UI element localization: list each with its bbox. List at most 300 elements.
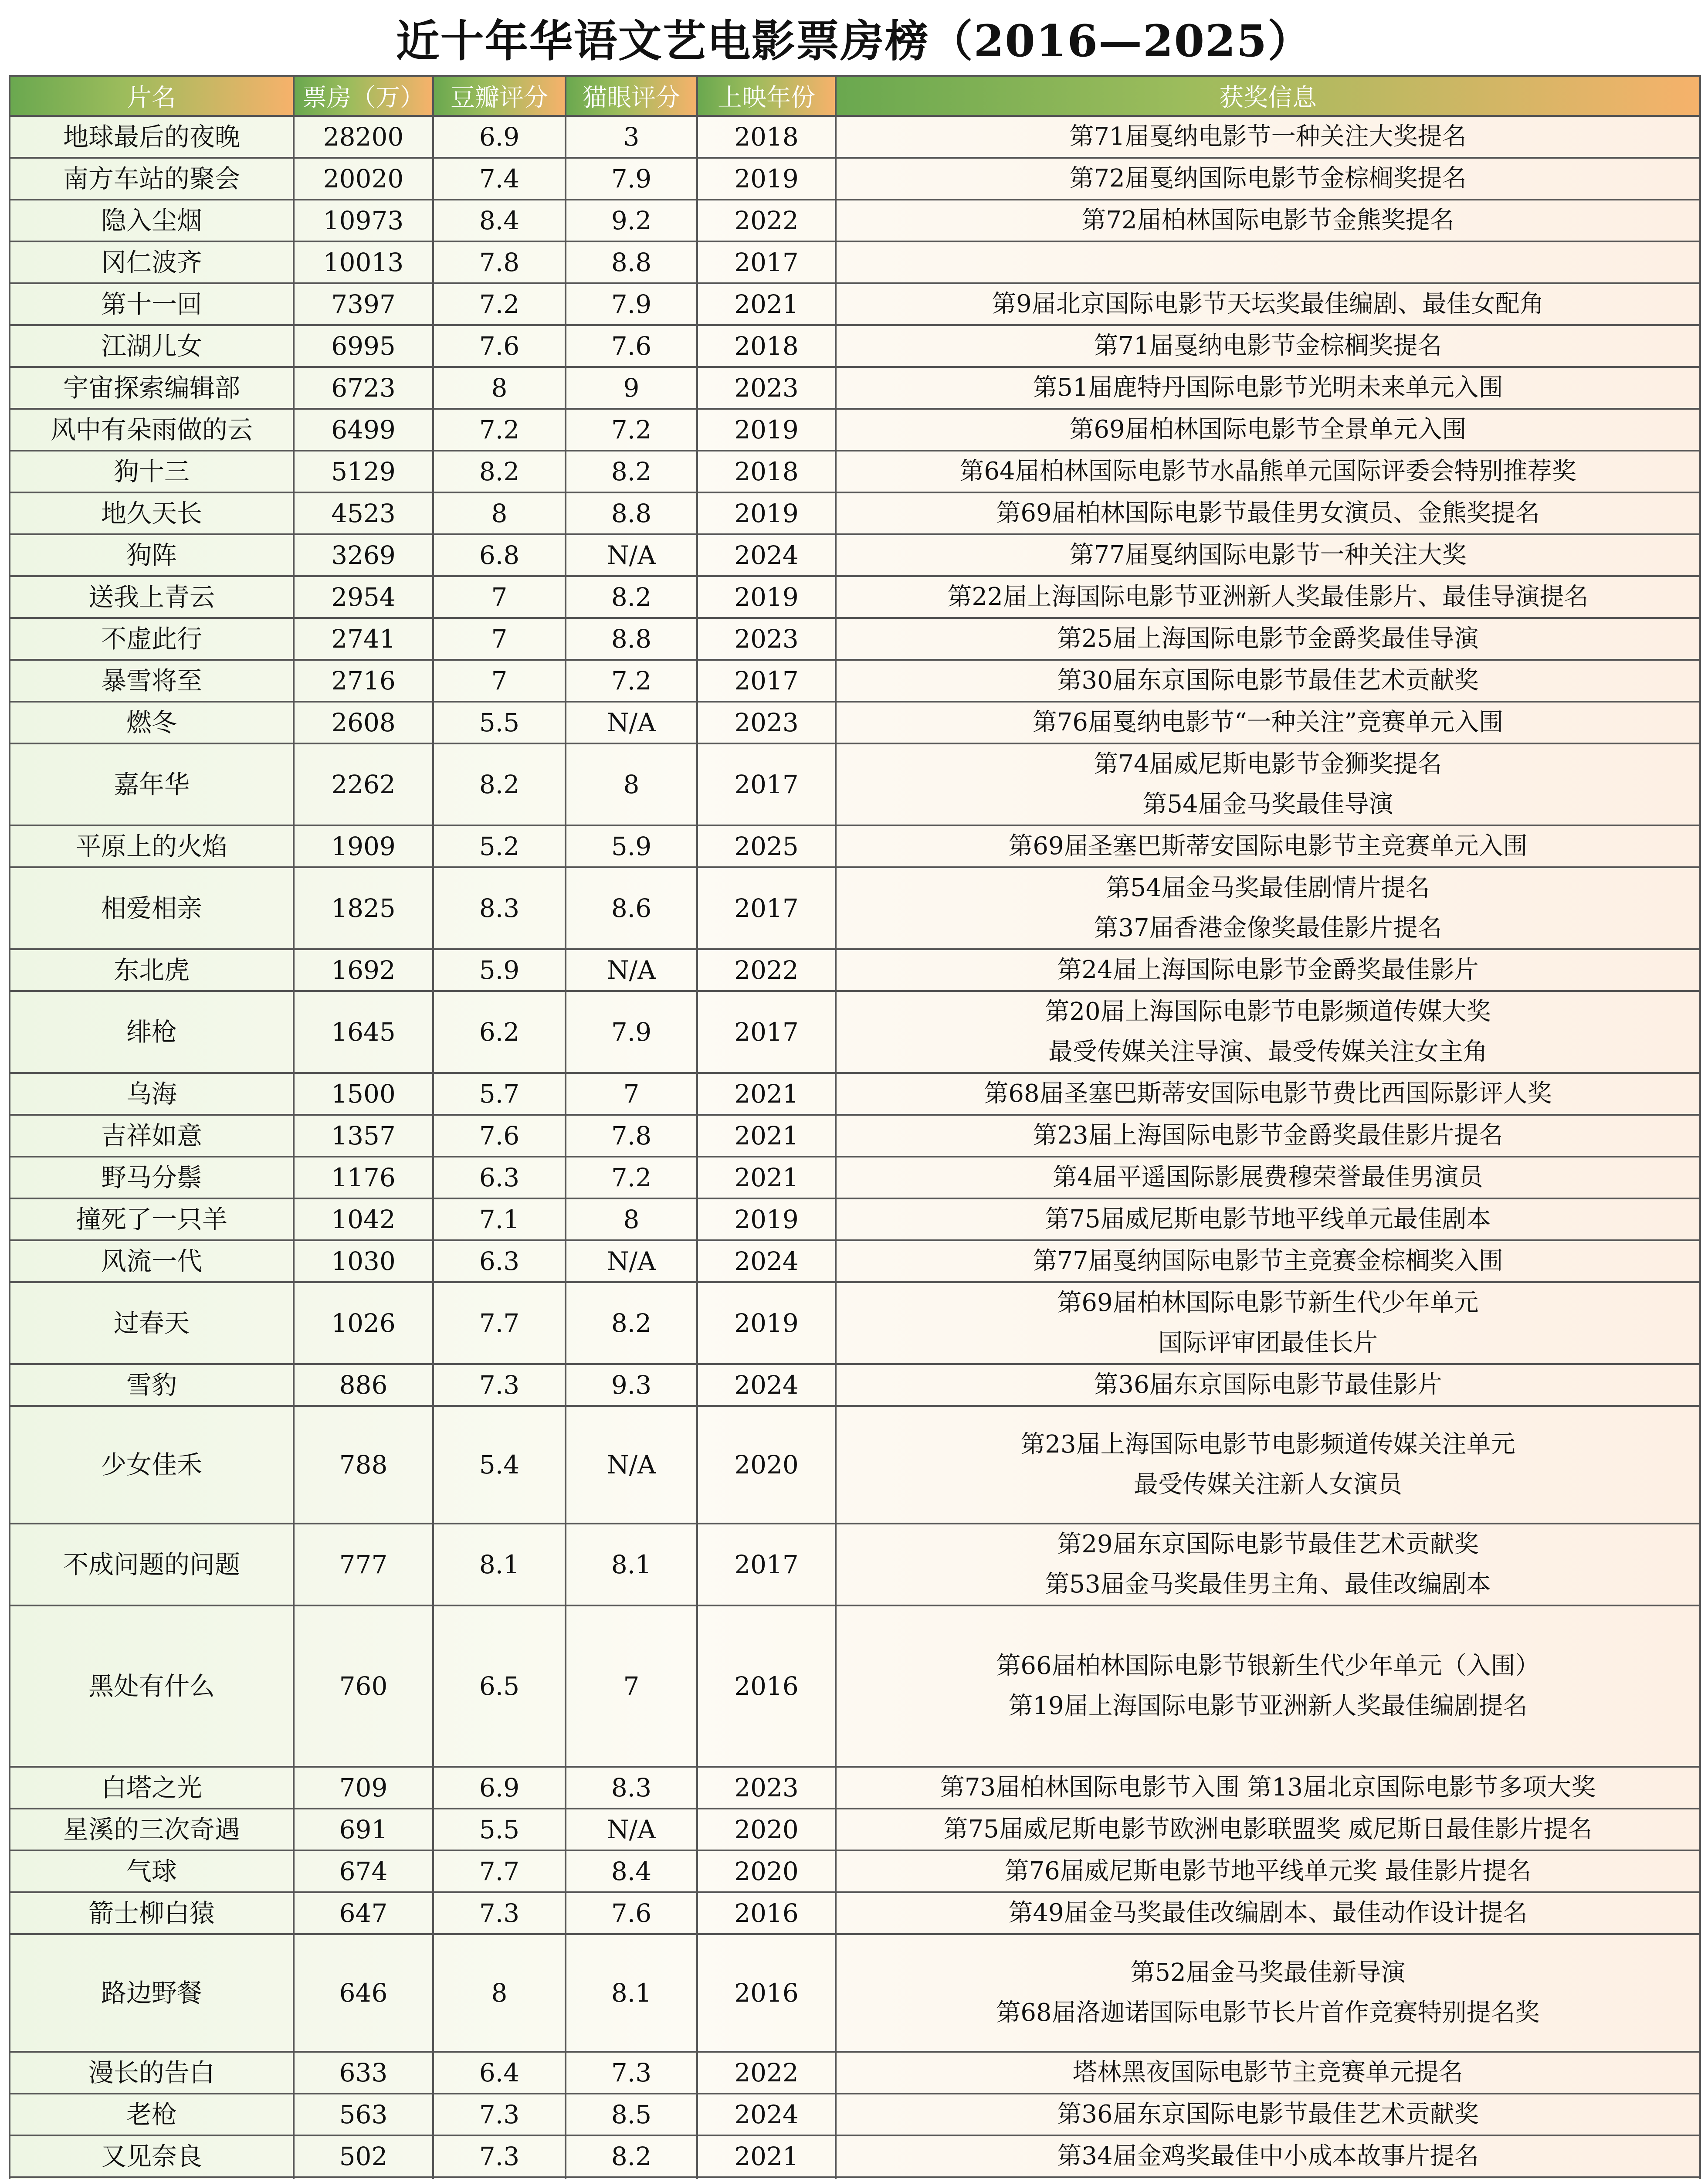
release-year-cell: 2023 — [697, 1767, 836, 1809]
release-year-cell: 2019 — [697, 1282, 836, 1364]
awards-cell — [836, 283, 1700, 325]
award-line: 第9届北京国际电影节天坛奖最佳编剧、最佳女配角 — [992, 290, 1544, 318]
award-line: 第71届戛纳电影节一种关注大奖提名 — [1069, 122, 1467, 151]
box-office-cell: 1500 — [294, 1073, 433, 1115]
awards-cell — [836, 743, 1700, 825]
release-year-cell: 2021 — [697, 283, 836, 325]
douban-score-cell: 6.2 — [433, 991, 566, 1073]
douban-score-cell: 6.4 — [433, 2052, 566, 2094]
release-year-cell — [697, 2177, 836, 2179]
box-office-cell: 2741 — [294, 618, 433, 660]
maoyan-score-cell: 7 — [566, 1073, 697, 1115]
maoyan-score-cell: 8.2 — [566, 1282, 697, 1364]
douban-score-cell: 7.6 — [433, 1115, 566, 1157]
box-office-cell: 7397 — [294, 283, 433, 325]
awards-cell — [836, 116, 1700, 158]
film-name-cell: 撞死了一只羊 — [10, 1198, 294, 1240]
box-office-cell: 691 — [294, 1809, 433, 1850]
film-name-cell: 第十一回 — [10, 283, 294, 325]
award-line: 第69届柏林国际电影节最佳男女演员、金熊奖提名 — [996, 499, 1540, 527]
release-year-cell: 2020 — [697, 1809, 836, 1850]
award-line: 第23届上海国际电影节电影频道传媒关注单元 — [1020, 1430, 1515, 1459]
table-row — [10, 1282, 1700, 1364]
box-office-cell: 633 — [294, 2052, 433, 2094]
award-line: 第54届金马奖最佳剧情片提名 — [1106, 874, 1430, 902]
douban-score-cell: 6.3 — [433, 1240, 566, 1282]
table-row — [10, 325, 1700, 367]
table-row — [10, 1892, 1700, 1934]
release-year-cell: 2024 — [697, 534, 836, 576]
table-header — [10, 76, 1700, 116]
film-name-cell: 又见奈良 — [10, 2135, 294, 2177]
maoyan-score-cell: 7.9 — [566, 283, 697, 325]
maoyan-score-cell: 7.3 — [566, 2052, 697, 2094]
douban-score-cell: 8.3 — [433, 867, 566, 949]
awards-cell — [836, 1157, 1700, 1198]
table-row — [10, 283, 1700, 325]
douban-score-cell: 6.9 — [433, 116, 566, 158]
award-line: 第19届上海国际电影节亚洲新人奖最佳编剧提名 — [1008, 1692, 1528, 1720]
douban-score-cell: 7 — [433, 618, 566, 660]
awards-cell — [836, 1524, 1700, 1605]
film-name-cell: 相爱相亲 — [10, 867, 294, 949]
release-year-cell: 2017 — [697, 1524, 836, 1605]
maoyan-score-cell: 8.8 — [566, 618, 697, 660]
award-line: 第36届东京国际电影节最佳影片 — [1094, 1371, 1442, 1399]
awards-cell — [836, 576, 1700, 618]
box-office-cell: 3269 — [294, 534, 433, 576]
award-line: 第54届金马奖最佳导演 — [1142, 790, 1393, 818]
award-line: 第71届戛纳电影节金棕榈奖提名 — [1094, 332, 1442, 360]
film-name-cell: 吉祥如意 — [10, 1115, 294, 1157]
table-row — [10, 1809, 1700, 1850]
award-line: 第72届戛纳国际电影节金棕榈奖提名 — [1069, 164, 1467, 193]
awards-cell — [836, 1850, 1700, 1892]
award-line: 最受传媒关注导演、最受传媒关注女主角 — [1048, 1038, 1488, 1066]
release-year-cell: 2024 — [697, 1364, 836, 1406]
douban-score-cell: 8 — [433, 492, 566, 534]
table-row — [10, 1934, 1700, 2052]
awards-cell — [836, 949, 1700, 991]
award-line: 第20届上海国际电影节电影频道传媒大奖 — [1045, 998, 1491, 1026]
award-line: 第64届柏林国际电影节水晶熊单元国际评委会特别推荐奖 — [959, 457, 1576, 485]
maoyan-score-cell: 8.5 — [566, 2094, 697, 2135]
douban-score-cell: 5.5 — [433, 1809, 566, 1850]
box-office-cell: 1357 — [294, 1115, 433, 1157]
header-film-name: 片名 — [10, 76, 294, 116]
douban-score-cell: 6.5 — [433, 1605, 566, 1767]
award-line: 第73届柏林国际电影节入围 第13届北京国际电影节多项大奖 — [940, 1773, 1596, 1802]
award-line: 第49届金马奖最佳改编剧本、最佳动作设计提名 — [1008, 1899, 1528, 1927]
box-office-cell: 1692 — [294, 949, 433, 991]
release-year-cell: 2019 — [697, 409, 836, 451]
maoyan-score-cell: 8.3 — [566, 1767, 697, 1809]
film-name-cell: 绯枪 — [10, 991, 294, 1073]
maoyan-score-cell — [566, 2177, 697, 2179]
maoyan-score-cell: 9.3 — [566, 1364, 697, 1406]
award-line: 第74届威尼斯电影节金狮奖提名 — [1094, 750, 1442, 778]
maoyan-score-cell: N/A — [566, 949, 697, 991]
awards-cell — [836, 451, 1700, 492]
awards-cell — [836, 1406, 1700, 1524]
box-office-cell — [294, 2177, 433, 2179]
maoyan-score-cell: 8.2 — [566, 576, 697, 618]
douban-score-cell: 6.9 — [433, 1767, 566, 1809]
box-office-cell: 10013 — [294, 241, 433, 283]
maoyan-score-cell: 8.1 — [566, 1524, 697, 1605]
release-year-cell: 2021 — [697, 1157, 836, 1198]
maoyan-score-cell: N/A — [566, 1240, 697, 1282]
film-name-cell: 嘉年华 — [10, 743, 294, 825]
release-year-cell: 2025 — [697, 825, 836, 867]
header-awards: 获奖信息 — [836, 76, 1700, 116]
film-name-cell: 狗阵 — [10, 534, 294, 576]
award-line: 第34届金鸡奖最佳中小成本故事片提名 — [1057, 2142, 1479, 2170]
release-year-cell: 2021 — [697, 1115, 836, 1157]
douban-score-cell: 7.4 — [433, 158, 566, 200]
box-office-cell: 5129 — [294, 451, 433, 492]
douban-score-cell: 7 — [433, 660, 566, 702]
release-year-cell: 2021 — [697, 1073, 836, 1115]
table-row — [10, 660, 1700, 702]
box-office-cell: 6995 — [294, 325, 433, 367]
table-row — [10, 1605, 1700, 1767]
box-office-cell: 2608 — [294, 702, 433, 743]
film-name-cell: 气球 — [10, 1850, 294, 1892]
maoyan-score-cell: 9 — [566, 367, 697, 409]
film-name-cell: 宇宙探索编辑部 — [10, 367, 294, 409]
box-office-cell: 1645 — [294, 991, 433, 1073]
film-name-cell: 平原上的火焰 — [10, 825, 294, 867]
release-year-cell: 2018 — [697, 116, 836, 158]
awards-cell — [836, 1767, 1700, 1809]
page-title: 近十年华语文艺电影票房榜（2016—2025） — [396, 15, 1312, 67]
table-row — [10, 1406, 1700, 1524]
release-year-cell: 2024 — [697, 2094, 836, 2135]
table-row — [10, 1198, 1700, 1240]
table-row — [10, 2094, 1700, 2135]
award-line: 第23届上海国际电影节金爵奖最佳影片提名 — [1033, 1121, 1503, 1150]
box-office-cell: 760 — [294, 1605, 433, 1767]
douban-score-cell: 8.2 — [433, 743, 566, 825]
douban-score-cell: 7.3 — [433, 2094, 566, 2135]
maoyan-score-cell: 7.2 — [566, 660, 697, 702]
table-row — [10, 451, 1700, 492]
box-office-cell: 1176 — [294, 1157, 433, 1198]
release-year-cell: 2019 — [697, 1198, 836, 1240]
table-row — [10, 1364, 1700, 1406]
awards-cell — [836, 2052, 1700, 2094]
film-name-cell: 野马分鬃 — [10, 1157, 294, 1198]
table-row — [10, 409, 1700, 451]
award-line: 第69届柏林国际电影节全景单元入围 — [1069, 415, 1467, 444]
table-row — [10, 991, 1700, 1073]
award-line: 第76届威尼斯电影节地平线单元奖 最佳影片提名 — [1004, 1857, 1532, 1885]
awards-cell — [836, 1240, 1700, 1282]
box-office-cell: 647 — [294, 1892, 433, 1934]
award-line: 第51届鹿特丹国际电影节光明未来单元入围 — [1033, 373, 1503, 402]
awards-cell — [836, 409, 1700, 451]
film-name-cell — [10, 2177, 294, 2179]
maoyan-score-cell: 9.2 — [566, 200, 697, 241]
box-office-cell: 709 — [294, 1767, 433, 1809]
table-body — [10, 116, 1700, 2179]
release-year-cell: 2016 — [697, 1605, 836, 1767]
header-box-office: 票房（万） — [294, 76, 433, 116]
douban-score-cell: 7.3 — [433, 2135, 566, 2177]
table-row — [10, 618, 1700, 660]
table-row — [10, 576, 1700, 618]
header-douban-score: 豆瓣评分 — [433, 76, 566, 116]
award-line: 第4届平遥国际影展费穆荣誉最佳男演员 — [1053, 1163, 1483, 1191]
box-office-cell: 6723 — [294, 367, 433, 409]
award-line: 第30届东京国际电影节最佳艺术贡献奖 — [1057, 666, 1479, 695]
douban-score-cell: 6.3 — [433, 1157, 566, 1198]
award-line: 第25届上海国际电影节金爵奖最佳导演 — [1057, 625, 1479, 653]
release-year-cell: 2017 — [697, 867, 836, 949]
awards-cell — [836, 158, 1700, 200]
film-name-cell: 风中有朵雨做的云 — [10, 409, 294, 451]
table-row — [10, 1115, 1700, 1157]
box-office-cell: 4523 — [294, 492, 433, 534]
header-maoyan-score: 猫眼评分 — [566, 76, 697, 116]
table-row — [10, 200, 1700, 241]
douban-score-cell: 7.7 — [433, 1282, 566, 1364]
film-name-cell: 隐入尘烟 — [10, 200, 294, 241]
maoyan-score-cell: 7.6 — [566, 325, 697, 367]
table-row — [10, 1524, 1700, 1605]
awards-cell — [836, 1282, 1700, 1364]
release-year-cell: 2023 — [697, 618, 836, 660]
maoyan-score-cell: 5.9 — [566, 825, 697, 867]
maoyan-score-cell: 8.8 — [566, 241, 697, 283]
film-name-cell: 少女佳禾 — [10, 1406, 294, 1524]
awards-cell — [836, 660, 1700, 702]
release-year-cell: 2022 — [697, 2052, 836, 2094]
maoyan-score-cell: 7 — [566, 1605, 697, 1767]
awards-cell — [836, 1073, 1700, 1115]
award-line: 最受传媒关注新人女演员 — [1134, 1470, 1402, 1499]
maoyan-score-cell: 8.2 — [566, 451, 697, 492]
awards-cell — [836, 1809, 1700, 1850]
table-row — [10, 743, 1700, 825]
award-line: 第22届上海国际电影节亚洲新人奖最佳影片、最佳导演提名 — [947, 583, 1589, 611]
release-year-cell: 2023 — [697, 702, 836, 743]
award-line: 第37届香港金像奖最佳影片提名 — [1094, 914, 1442, 942]
douban-score-cell: 5.7 — [433, 1073, 566, 1115]
release-year-cell: 2017 — [697, 241, 836, 283]
film-name-cell: 白塔之光 — [10, 1767, 294, 1809]
table-row — [10, 1157, 1700, 1198]
douban-score-cell: 6.8 — [433, 534, 566, 576]
box-office-cell: 502 — [294, 2135, 433, 2177]
release-year-cell: 2017 — [697, 743, 836, 825]
maoyan-score-cell: 8.6 — [566, 867, 697, 949]
box-office-cell: 2716 — [294, 660, 433, 702]
film-name-cell: 燃冬 — [10, 702, 294, 743]
film-name-cell: 东北虎 — [10, 949, 294, 991]
film-name-cell: 不虚此行 — [10, 618, 294, 660]
douban-score-cell: 5.4 — [433, 1406, 566, 1524]
maoyan-score-cell: N/A — [566, 1406, 697, 1524]
table-row — [10, 1073, 1700, 1115]
box-office-cell: 1825 — [294, 867, 433, 949]
douban-score-cell: 7.3 — [433, 1892, 566, 1934]
douban-score-cell: 5.2 — [433, 825, 566, 867]
box-office-cell: 1026 — [294, 1282, 433, 1364]
box-office-cell: 646 — [294, 1934, 433, 2052]
awards-cell — [836, 2177, 1700, 2179]
box-office-cell: 2954 — [294, 576, 433, 618]
award-line: 第69届圣塞巴斯蒂安国际电影节主竞赛单元入围 — [1008, 832, 1528, 860]
release-year-cell: 2020 — [697, 1406, 836, 1524]
release-year-cell: 2024 — [697, 1240, 836, 1282]
awards-cell — [836, 2135, 1700, 2177]
maoyan-score-cell: 8.4 — [566, 1850, 697, 1892]
film-name-cell: 老枪 — [10, 2094, 294, 2135]
douban-score-cell: 7.2 — [433, 283, 566, 325]
awards-cell — [836, 1892, 1700, 1934]
box-office-cell: 20020 — [294, 158, 433, 200]
maoyan-score-cell: 7.2 — [566, 1157, 697, 1198]
box-office-cell: 28200 — [294, 116, 433, 158]
douban-score-cell: 8.4 — [433, 200, 566, 241]
awards-cell — [836, 867, 1700, 949]
award-line: 第29届东京国际电影节最佳艺术贡献奖 — [1057, 1530, 1479, 1558]
maoyan-score-cell: N/A — [566, 534, 697, 576]
award-line: 第72届柏林国际电影节金熊奖提名 — [1081, 206, 1454, 234]
maoyan-score-cell: 8 — [566, 743, 697, 825]
film-name-cell: 星溪的三次奇遇 — [10, 1809, 294, 1850]
release-year-cell: 2016 — [697, 1934, 836, 2052]
awards-cell — [836, 241, 1700, 283]
award-line: 第52届金马奖最佳新导演 — [1130, 1958, 1406, 1987]
maoyan-score-cell: N/A — [566, 702, 697, 743]
awards-cell — [836, 1364, 1700, 1406]
release-year-cell: 2016 — [697, 1892, 836, 1934]
award-line: 塔林黑夜国际电影节主竞赛单元提名 — [1073, 2058, 1463, 2087]
box-office-cell: 788 — [294, 1406, 433, 1524]
release-year-cell: 2017 — [697, 991, 836, 1073]
awards-cell — [836, 1115, 1700, 1157]
douban-score-cell: 8.1 — [433, 1524, 566, 1605]
douban-score-cell: 8 — [433, 1934, 566, 2052]
douban-score-cell: 7.6 — [433, 325, 566, 367]
douban-score-cell: 7.8 — [433, 241, 566, 283]
box-office-cell: 674 — [294, 1850, 433, 1892]
release-year-cell: 2017 — [697, 660, 836, 702]
award-line: 第53届金马奖最佳男主角、最佳改编剧本 — [1045, 1570, 1491, 1599]
release-year-cell: 2021 — [697, 2135, 836, 2177]
release-year-cell: 2022 — [697, 949, 836, 991]
awards-cell — [836, 702, 1700, 743]
box-office-cell: 777 — [294, 1524, 433, 1605]
award-line: 第75届威尼斯电影节地平线单元最佳剧本 — [1045, 1205, 1491, 1233]
table-row — [10, 867, 1700, 949]
film-name-cell: 雪豹 — [10, 1364, 294, 1406]
award-line: 第68届圣塞巴斯蒂安国际电影节费比西国际影评人奖 — [984, 1079, 1552, 1108]
awards-cell — [836, 200, 1700, 241]
table-row — [10, 241, 1700, 283]
awards-cell — [836, 325, 1700, 367]
douban-score-cell: 7.1 — [433, 1198, 566, 1240]
film-name-cell: 送我上青云 — [10, 576, 294, 618]
douban-score-cell: 5.9 — [433, 949, 566, 991]
table-row — [10, 2052, 1700, 2094]
awards-cell — [836, 1198, 1700, 1240]
film-name-cell: 黑处有什么 — [10, 1605, 294, 1767]
film-name-cell: 漫长的告白 — [10, 2052, 294, 2094]
maoyan-score-cell: 7.9 — [566, 991, 697, 1073]
release-year-cell: 2018 — [697, 451, 836, 492]
table-row — [10, 1767, 1700, 1809]
douban-score-cell — [433, 2177, 566, 2179]
table-row — [10, 534, 1700, 576]
film-name-cell: 南方车站的聚会 — [10, 158, 294, 200]
maoyan-score-cell: 8 — [566, 1198, 697, 1240]
douban-score-cell: 7.3 — [433, 1364, 566, 1406]
award-line: 第69届柏林国际电影节新生代少年单元 — [1057, 1289, 1479, 1317]
film-name-cell: 暴雪将至 — [10, 660, 294, 702]
table-row — [10, 1850, 1700, 1892]
maoyan-score-cell: 7.8 — [566, 1115, 697, 1157]
maoyan-score-cell: 3 — [566, 116, 697, 158]
award-line: 第77届戛纳国际电影节主竞赛金棕榈奖入围 — [1033, 1247, 1503, 1275]
table-row — [10, 158, 1700, 200]
release-year-cell: 2023 — [697, 367, 836, 409]
awards-cell — [836, 534, 1700, 576]
box-office-cell: 563 — [294, 2094, 433, 2135]
award-line: 第76届戛纳电影节“一种关注”竞赛单元入围 — [1032, 708, 1504, 737]
release-year-cell: 2019 — [697, 158, 836, 200]
douban-score-cell: 7 — [433, 576, 566, 618]
release-year-cell: 2019 — [697, 576, 836, 618]
award-line: 第77届戛纳国际电影节一种关注大奖 — [1069, 541, 1467, 569]
film-name-cell: 乌海 — [10, 1073, 294, 1115]
maoyan-score-cell: 7.6 — [566, 1892, 697, 1934]
header-release-year: 上映年份 — [697, 76, 836, 116]
film-name-cell: 不成问题的问题 — [10, 1524, 294, 1605]
release-year-cell: 2018 — [697, 325, 836, 367]
box-office-table — [9, 75, 1701, 2179]
table-row — [10, 702, 1700, 743]
film-name-cell: 江湖儿女 — [10, 325, 294, 367]
box-office-cell: 10973 — [294, 200, 433, 241]
box-office-cell: 1030 — [294, 1240, 433, 1282]
maoyan-score-cell: 7.9 — [566, 158, 697, 200]
film-name-cell: 风流一代 — [10, 1240, 294, 1282]
douban-score-cell: 5.5 — [433, 702, 566, 743]
film-name-cell: 箭士柳白猿 — [10, 1892, 294, 1934]
awards-cell — [836, 2094, 1700, 2135]
release-year-cell: 2022 — [697, 200, 836, 241]
table-row — [10, 2177, 1700, 2179]
awards-cell — [836, 991, 1700, 1073]
maoyan-score-cell: 8.8 — [566, 492, 697, 534]
douban-score-cell: 8.2 — [433, 451, 566, 492]
box-office-cell: 886 — [294, 1364, 433, 1406]
table-row — [10, 492, 1700, 534]
maoyan-score-cell: 8.1 — [566, 1934, 697, 2052]
film-name-cell: 地球最后的夜晚 — [10, 116, 294, 158]
release-year-cell: 2020 — [697, 1850, 836, 1892]
award-line: 国际评审团最佳长片 — [1158, 1329, 1378, 1357]
table-row — [10, 825, 1700, 867]
awards-cell — [836, 1605, 1700, 1767]
awards-cell — [836, 825, 1700, 867]
box-office-cell: 2262 — [294, 743, 433, 825]
film-name-cell: 过春天 — [10, 1282, 294, 1364]
